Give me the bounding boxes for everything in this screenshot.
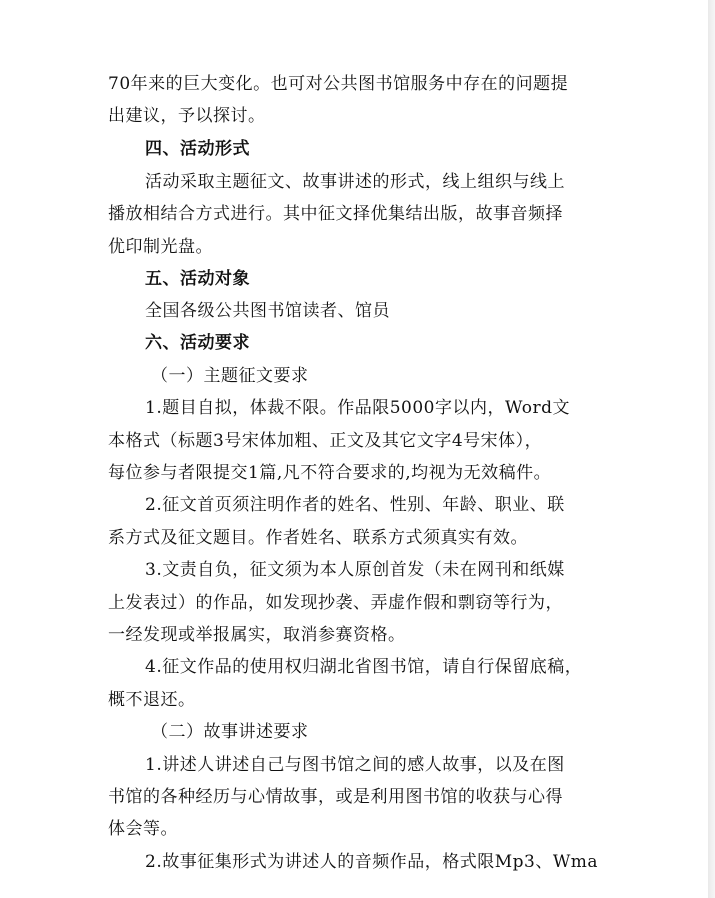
paragraph-line: 3.文责自负，征文须为本人原创首发（未在网刊和纸媒 <box>145 560 565 580</box>
subsection-heading-essay: （一）主题征文要求 <box>151 366 309 386</box>
page-edge-shadow <box>708 0 715 898</box>
paragraph-line: 每位参与者限提交1篇,凡不符合要求的,均视为无效稿件。 <box>108 463 552 483</box>
paragraph-line: 1.题目自拟，体裁不限。作品限5000字以内，Word文 <box>145 398 571 418</box>
paragraph-line: 书馆的各种经历与心情故事，或是利用图书馆的收获与心得 <box>108 787 563 807</box>
paragraph-line: 体会等。 <box>108 819 178 839</box>
paragraph-line: 1.讲述人讲述自己与图书馆之间的感人故事，以及在图 <box>145 755 565 775</box>
paragraph-line: 系方式及征文题目。作者姓名、联系方式须真实有效。 <box>108 528 528 548</box>
paragraph-line: 70年来的巨大变化。也可对公共图书馆服务中存在的问题提 <box>108 74 569 94</box>
section-heading-format: 四、活动形式 <box>145 139 250 159</box>
paragraph-line: 上发表过）的作品，如发现抄袭、弄虚作假和剽窃等行为， <box>108 593 563 613</box>
paragraph-line: 全国各级公共图书馆读者、馆员 <box>145 301 390 321</box>
paragraph-line: 2.征文首页须注明作者的姓名、性别、年龄、职业、联 <box>145 495 565 515</box>
paragraph-line: 一经发现或举报属实，取消参赛资格。 <box>108 625 406 645</box>
paragraph-line: 优印制光盘。 <box>108 237 213 257</box>
paragraph-line: 本格式（标题3号宋体加粗、正文及其它文字4号宋体）， <box>108 431 543 451</box>
section-heading-audience: 五、活动对象 <box>145 269 250 289</box>
paragraph-line: 4.征文作品的使用权归湖北省图书馆，请自行保留底稿， <box>145 657 583 677</box>
paragraph-line: 出建议，予以探讨。 <box>108 106 266 126</box>
subsection-heading-story: （二）故事讲述要求 <box>151 722 309 742</box>
paragraph-line: 播放相结合方式进行。其中征文择优集结出版，故事音频择 <box>108 204 563 224</box>
paragraph-line: 概不退还。 <box>108 690 196 710</box>
paragraph-line: 活动采取主题征文、故事讲述的形式，线上组织与线上 <box>145 172 565 192</box>
section-heading-requirements: 六、活动要求 <box>145 333 250 353</box>
paragraph-line: 2.故事征集形式为讲述人的音频作品，格式限Mp3、Wma <box>145 852 599 872</box>
